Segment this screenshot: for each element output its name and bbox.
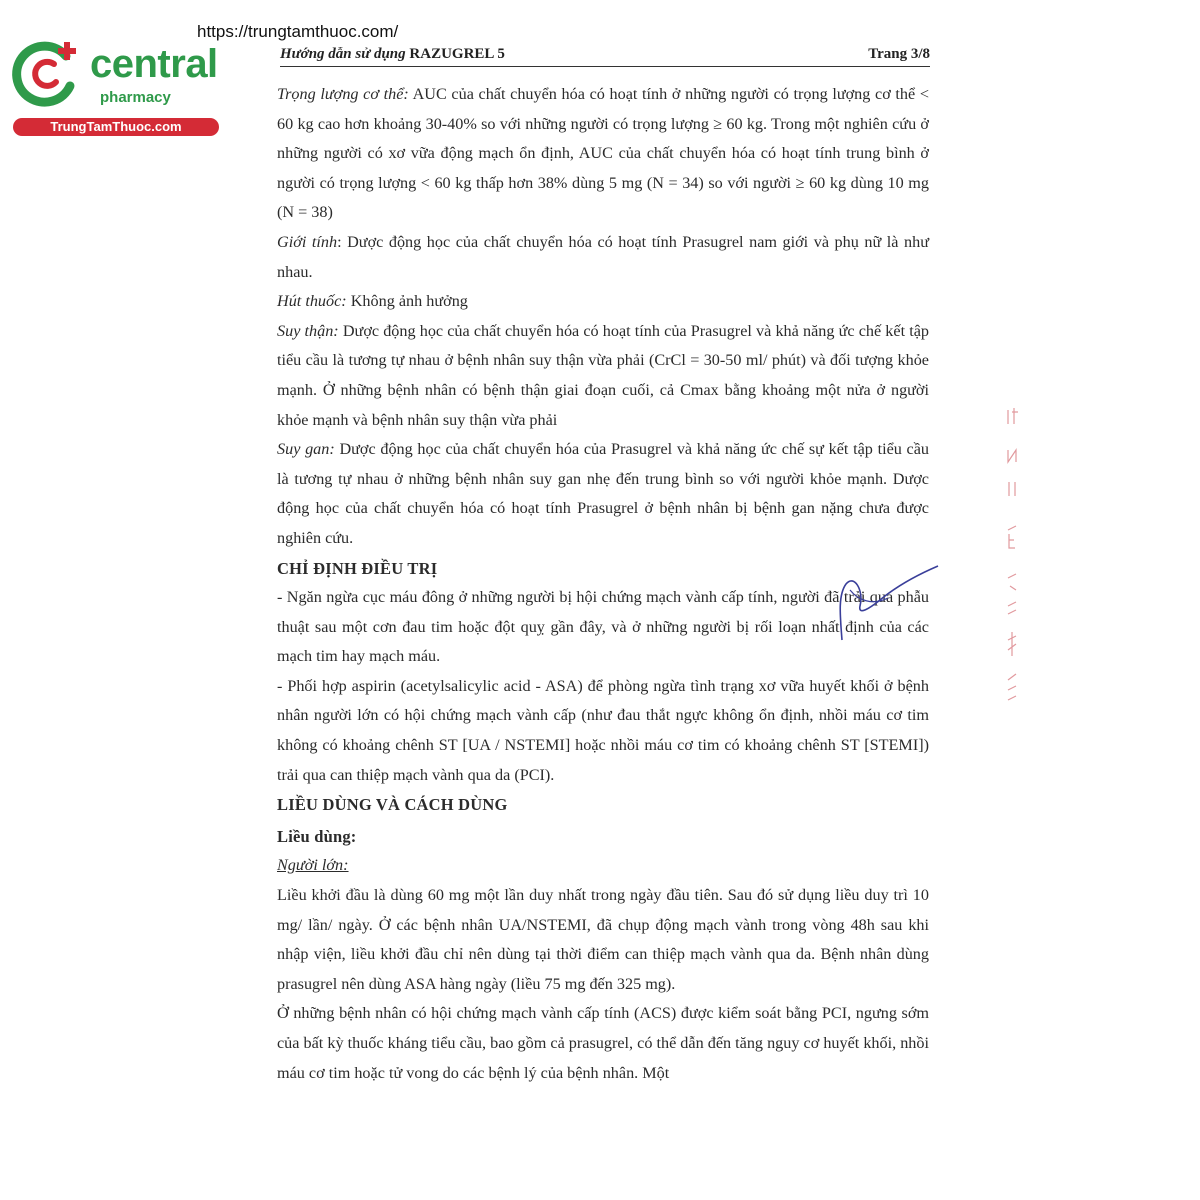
watermark-url: https://trungtamthuoc.com/ (197, 22, 399, 41)
central-pharmacy-logo-icon (10, 38, 84, 108)
signature-mark (820, 560, 950, 650)
pharmacy-logo (10, 34, 220, 138)
logo-brand: central (90, 42, 218, 86)
logo-sub: pharmacy (100, 89, 171, 106)
text-gender: : Dược động học của chất chuyển hóa có hoạt tính Prasugrel nam giới và phụ nữ là như nhau. (277, 232, 929, 281)
title-prefix: Hướng dẫn sử dụng (280, 46, 406, 62)
heading-dose: Liều dùng: (277, 826, 357, 846)
page-number: Trang 3/8 (868, 46, 930, 62)
text-renal: Dược động học của chất chuyển hóa có hoạt tính của Prasugrel và khả năng ức chế kết tập tiểu cầu là tương tự nhau ở bệnh nhân suy thận vừa phải (CrCl = 30-50 ml/ phút) và đối tượng khỏe mạnh. Ở những bệnh nhân có bệnh thận giai đoạn cuối, cả Cmax bằng khoảng một nửa ở người khỏe mạnh và bệnh nhân suy thận vừa phải (277, 321, 929, 429)
paragraph-hepatic (277, 435, 929, 553)
heading-dosage: LIỀU DÙNG VÀ CÁCH DÙNG (277, 795, 508, 815)
heading-adult: Người lớn: (277, 856, 349, 875)
indication-item: - Phối hợp aspirin (acetylsalicylic acid - ASA) để phòng ngừa tình trạng xơ vữa huyết khối ở bệnh nhân người lớn có hội chứng mạch vành cấp (như đau thắt ngực không ổn định, nhồi máu cơ tim không có khoảng chênh ST [UA / NSTEMI] hoặc nhồi máu cơ tim có khoảng chênh ST [STEMI]) trải qua can thiệp mạch vành qua da (PCI). (277, 676, 929, 784)
product-name: RAZUGREL 5 (409, 46, 505, 62)
text-smoking: Không ảnh hưởng (346, 292, 468, 311)
page-header (280, 44, 930, 67)
margin-seal-fragment (1002, 400, 1024, 720)
paragraph-adult-dose: Liều khởi đầu là dùng 60 mg một lần duy nhất trong ngày đầu tiên. Sau đó sử dụng liều duy trì 10 mg/ lần/ ngày. Ở các bệnh nhân UA/NSTEMI, đã chụp động mạch vành trong vòng 48h sau khi nhập viện, liều khởi đầu chỉ nên dùng tại thời điểm can thiệp mạch vành qua da. Bệnh nhân dùng prasugrel nên dùng ASA hàng ngày (liều 75 mg đến 325 mg). (277, 886, 929, 993)
text-hepatic: Dược động học của chất chuyển hóa của Prasugrel và khả năng ức chế sự kết tập tiểu cầu là tương tự nhau ở những bệnh nhân suy gan nhẹ đến trung bình so với người khỏe mạnh. Dược động học của chất chuyển hóa có hoạt tính Prasugrel ở bệnh nhân bị bệnh gan nặng chưa được nghiên cứu. (277, 440, 930, 547)
paragraph-smoking (277, 287, 929, 317)
paragraph-body-weight (277, 80, 929, 228)
heading-indications: CHỈ ĐỊNH ĐIỀU TRỊ (277, 558, 438, 578)
document-title (280, 46, 505, 63)
paragraph-renal (277, 317, 929, 435)
paragraph-gender (277, 228, 929, 287)
paragraph-adult-acs: Ở những bệnh nhân có hội chứng mạch vành cấp tính (ACS) được kiểm soát bằng PCI, ngưng sớm của bất kỳ thuốc kháng tiểu cầu, bao gồm cả prasugrel, có thể dẫn đến tăng nguy cơ huyết khối, nhồi máu cơ tim hoặc tử vong do các bệnh lý của bệnh nhân. Một (277, 1004, 929, 1082)
text-body-weight: AUC của chất chuyển hóa có hoạt tính ở những người có trọng lượng cơ thể < 60 kg cao hơn khoảng 30-40% so với những người có trọng lượng ≥ 60 kg. Trong một nghiên cứu ở những người có xơ vữa động mạch ổn định, AUC của chất chuyển hóa có hoạt tính trung bình ở người có trọng lượng < 60 kg thấp hơn 38% dùng 5 mg (N = 34) so với người ≥ 60 kg dùng 10 mg (N = 38) (277, 85, 929, 222)
label-body-weight: Trọng lượng cơ thể: (277, 85, 409, 103)
label-smoking: Hút thuốc: (277, 292, 347, 311)
logo-site-badge: TrungTamThuoc.com (13, 118, 219, 136)
label-gender: Giới tính (277, 232, 338, 251)
label-hepatic: Suy gan: (277, 440, 335, 459)
label-renal: Suy thận: (277, 321, 339, 340)
indication-item: - Ngăn ngừa cục máu đông ở những người bị hội chứng mạch vành cấp tính, người đã trải qua phẫu thuật sau một cơn đau tim hoặc đột quỵ gần đây, và ở những người bị rối loạn nhất định của các mạch tim hay mạch máu. (277, 588, 929, 666)
